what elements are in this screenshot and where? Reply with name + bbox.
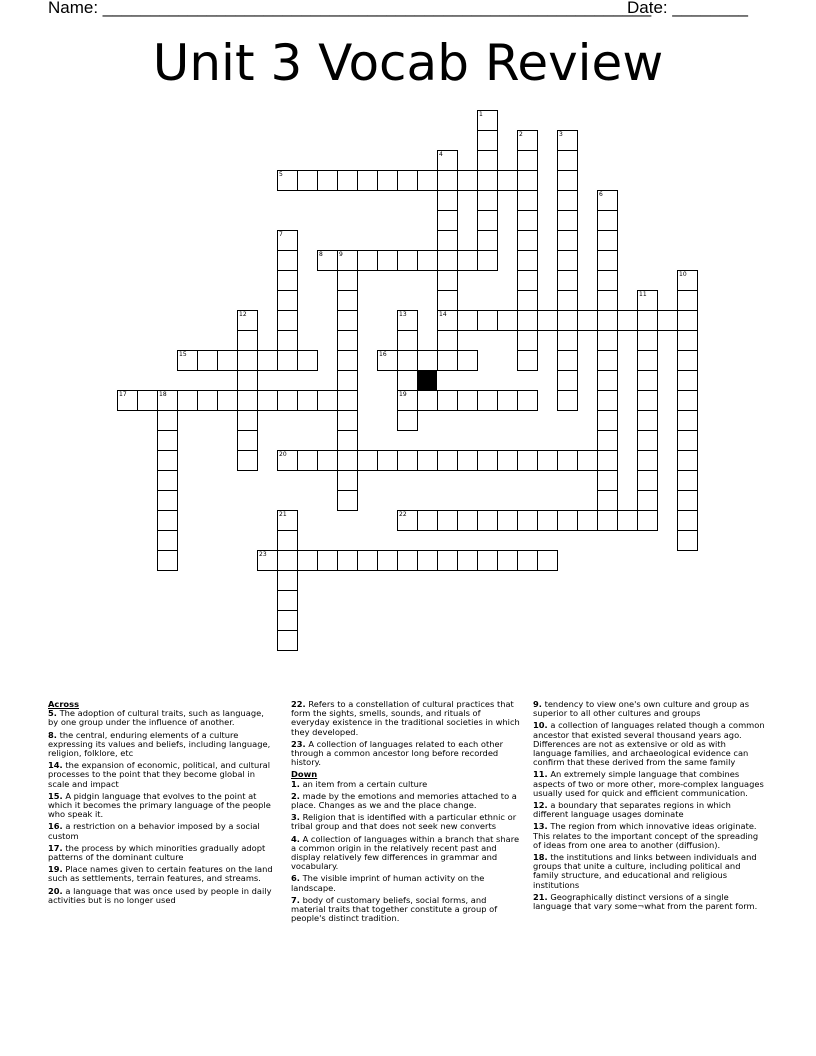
grid-cell[interactable] bbox=[597, 230, 618, 251]
grid-cell[interactable] bbox=[597, 370, 618, 391]
grid-cell[interactable] bbox=[597, 290, 618, 311]
grid-cell[interactable] bbox=[297, 350, 318, 371]
grid-cell[interactable] bbox=[557, 130, 578, 151]
clue-number: 18 bbox=[159, 391, 167, 398]
grid-cell[interactable] bbox=[297, 390, 318, 411]
grid-cell[interactable] bbox=[517, 130, 538, 151]
grid-cell[interactable] bbox=[217, 350, 238, 371]
grid-cell[interactable] bbox=[637, 490, 658, 511]
grid-cell[interactable] bbox=[477, 210, 498, 231]
grid-cell[interactable] bbox=[677, 350, 698, 371]
grid-cell[interactable] bbox=[377, 250, 398, 271]
grid-cell[interactable] bbox=[677, 530, 698, 551]
grid-cell[interactable] bbox=[477, 310, 498, 331]
grid-cell[interactable] bbox=[557, 390, 578, 411]
grid-cell[interactable] bbox=[397, 450, 418, 471]
grid-cell[interactable] bbox=[577, 310, 598, 331]
grid-cell[interactable] bbox=[557, 230, 578, 251]
grid-cell[interactable] bbox=[417, 390, 438, 411]
grid-cell[interactable] bbox=[477, 510, 498, 531]
clue-number: 1 bbox=[479, 111, 483, 118]
grid-cell[interactable] bbox=[517, 510, 538, 531]
grid-cell[interactable] bbox=[437, 350, 458, 371]
grid-cell[interactable] bbox=[437, 290, 458, 311]
clues-column-1 bbox=[48, 700, 276, 908]
grid-cell[interactable] bbox=[517, 450, 538, 471]
grid-cell[interactable] bbox=[557, 370, 578, 391]
clue-number: 20 bbox=[279, 451, 287, 458]
grid-cell[interactable] bbox=[357, 450, 378, 471]
grid-cell[interactable] bbox=[337, 170, 358, 191]
grid-cell[interactable] bbox=[597, 450, 618, 471]
grid-cell[interactable] bbox=[597, 490, 618, 511]
grid-cell[interactable] bbox=[237, 350, 258, 371]
grid-cell[interactable] bbox=[237, 430, 258, 451]
clue-number: 8 bbox=[319, 251, 323, 258]
clue-down-9: 9. tendency to view one's own culture and group as superior to all other cultures and groups bbox=[533, 699, 750, 719]
grid-cell[interactable] bbox=[517, 150, 538, 171]
grid-cell[interactable] bbox=[437, 330, 458, 351]
grid-cell[interactable] bbox=[537, 310, 558, 331]
grid-cell[interactable] bbox=[417, 350, 438, 371]
grid-cell[interactable] bbox=[437, 210, 458, 231]
grid-cell[interactable] bbox=[277, 570, 298, 591]
grid-cell[interactable] bbox=[237, 330, 258, 351]
grid-cell[interactable] bbox=[437, 390, 458, 411]
grid-cell[interactable] bbox=[377, 170, 398, 191]
grid-cell[interactable] bbox=[517, 190, 538, 211]
clue-down-2: 2. made by the emotions and memories attached to a place. Changes as we and the place change. bbox=[291, 790, 517, 811]
grid-cell[interactable] bbox=[657, 310, 678, 331]
grid-cell[interactable] bbox=[417, 510, 438, 531]
clue-across-14: 14. the expansion of economic, political, and cultural processes to the point that they become global in scale and impact bbox=[48, 760, 271, 789]
clue-number: 11 bbox=[639, 291, 647, 298]
grid-cell[interactable] bbox=[337, 310, 358, 331]
clue-down-1: 1. an item from a certain culture bbox=[291, 778, 428, 789]
grid-cell[interactable] bbox=[437, 450, 458, 471]
grid-cell[interactable] bbox=[437, 270, 458, 291]
grid-cell[interactable] bbox=[177, 350, 198, 371]
grid-cell[interactable] bbox=[157, 550, 178, 571]
grid-cell[interactable] bbox=[397, 390, 418, 411]
clue-number: 17 bbox=[119, 391, 127, 398]
grid-cell[interactable] bbox=[217, 390, 238, 411]
grid-cell[interactable] bbox=[557, 330, 578, 351]
grid-cell[interactable] bbox=[337, 290, 358, 311]
grid-cell[interactable] bbox=[337, 410, 358, 431]
grid-cell[interactable] bbox=[277, 230, 298, 251]
clue-number: 10 bbox=[679, 271, 687, 278]
grid-cell[interactable] bbox=[277, 290, 298, 311]
across-heading: Across bbox=[48, 699, 80, 709]
grid-cell[interactable] bbox=[597, 270, 618, 291]
grid-cell[interactable] bbox=[637, 430, 658, 451]
grid-cell[interactable] bbox=[397, 310, 418, 331]
grid-cell[interactable] bbox=[397, 410, 418, 431]
grid-cell[interactable] bbox=[677, 510, 698, 531]
grid-cell[interactable] bbox=[277, 270, 298, 291]
grid-cell[interactable] bbox=[477, 450, 498, 471]
grid-cell[interactable] bbox=[337, 550, 358, 571]
grid-cell[interactable] bbox=[437, 190, 458, 211]
grid-cell[interactable] bbox=[497, 390, 518, 411]
grid-cell[interactable] bbox=[377, 350, 398, 371]
grid-cell[interactable] bbox=[157, 390, 178, 411]
grid-cell[interactable] bbox=[277, 250, 298, 271]
grid-cell[interactable] bbox=[117, 390, 138, 411]
clue-across-17: 17. the process by which minorities gradually adopt patterns of the dominant culture bbox=[48, 842, 266, 863]
grid-cell[interactable] bbox=[277, 350, 298, 371]
grid-cell[interactable] bbox=[337, 330, 358, 351]
grid-cell[interactable] bbox=[637, 350, 658, 371]
grid-cell[interactable] bbox=[677, 410, 698, 431]
clue-down-6: 6. The visible imprint of human activity on the landscape. bbox=[291, 873, 485, 893]
clue-number: 21 bbox=[279, 511, 287, 518]
grid-cell[interactable] bbox=[237, 410, 258, 431]
grid-cell[interactable] bbox=[517, 330, 538, 351]
grid-cell[interactable] bbox=[297, 550, 318, 571]
clue-number: 16 bbox=[379, 351, 387, 358]
grid-cell[interactable] bbox=[337, 390, 358, 411]
grid-cell[interactable] bbox=[437, 510, 458, 531]
grid-cell[interactable] bbox=[617, 310, 638, 331]
clue-down-10: 10. a collection of languages related though a common ancestor that existed several thousand years ago. Differences are not as extensive or old as with language families, and archaeological evidence can confirm that these derived from the same family bbox=[533, 720, 765, 768]
clue-number: 19 bbox=[399, 391, 407, 398]
grid-cell[interactable] bbox=[477, 170, 498, 191]
grid-cell[interactable] bbox=[417, 550, 438, 571]
grid-cell[interactable] bbox=[297, 450, 318, 471]
grid-cell[interactable] bbox=[377, 550, 398, 571]
clue-down-21: 21. Geographically distinct versions of a single language that vary some¬what from the parent form. bbox=[533, 891, 758, 912]
grid-cell[interactable] bbox=[157, 490, 178, 511]
grid-cell[interactable] bbox=[677, 370, 698, 391]
name-line[interactable]: Name: __________________________________________________________ bbox=[48, 0, 652, 17]
grid-cell[interactable] bbox=[637, 510, 658, 531]
grid-cell[interactable] bbox=[517, 250, 538, 271]
grid-cell[interactable] bbox=[597, 350, 618, 371]
page-title: Unit 3 Vocab Review bbox=[152, 34, 664, 92]
grid-cell[interactable] bbox=[437, 170, 458, 191]
grid-cell[interactable] bbox=[457, 170, 478, 191]
clue-down-3: 3. Religion that is identified with a particular ethnic or tribal group and that does not seek new converts bbox=[291, 812, 517, 832]
grid-cell[interactable] bbox=[637, 330, 658, 351]
grid-cell[interactable] bbox=[517, 170, 538, 191]
grid-cell[interactable] bbox=[277, 530, 298, 551]
grid-cell[interactable] bbox=[397, 250, 418, 271]
grid-cell[interactable] bbox=[437, 150, 458, 171]
grid-cell[interactable] bbox=[597, 510, 618, 531]
grid-cell[interactable] bbox=[257, 550, 278, 571]
grid-cell[interactable] bbox=[157, 530, 178, 551]
grid-cell[interactable] bbox=[197, 350, 218, 371]
grid-cell[interactable] bbox=[557, 350, 578, 371]
grid-cell[interactable] bbox=[597, 330, 618, 351]
grid-cell[interactable] bbox=[357, 250, 378, 271]
grid-cell[interactable] bbox=[597, 410, 618, 431]
clue-number: 14 bbox=[439, 311, 447, 318]
grid-cell[interactable] bbox=[557, 450, 578, 471]
grid-cell[interactable] bbox=[477, 150, 498, 171]
grid-cell[interactable] bbox=[617, 510, 638, 531]
clues-column-3 bbox=[533, 700, 765, 914]
grid-cell[interactable] bbox=[337, 450, 358, 471]
grid-cell[interactable] bbox=[497, 170, 518, 191]
grid-cell[interactable] bbox=[337, 250, 358, 271]
grid-cell[interactable] bbox=[417, 250, 438, 271]
black-square bbox=[417, 370, 437, 390]
grid-cell[interactable] bbox=[157, 510, 178, 531]
clue-number: 9 bbox=[339, 251, 343, 258]
grid-cell[interactable] bbox=[637, 410, 658, 431]
grid-cell[interactable] bbox=[637, 310, 658, 331]
grid-cell[interactable] bbox=[437, 250, 458, 271]
grid-cell[interactable] bbox=[337, 270, 358, 291]
grid-cell[interactable] bbox=[457, 550, 478, 571]
grid-cell[interactable] bbox=[477, 130, 498, 151]
grid-cell[interactable] bbox=[637, 450, 658, 471]
clue-down-11: 11. An extremely simple language that combines aspects of two or more other, more-complex languages usually used for quick and efficient communication. bbox=[533, 769, 764, 798]
grid-cell[interactable] bbox=[317, 550, 338, 571]
grid-cell[interactable] bbox=[677, 470, 698, 491]
grid-cell[interactable] bbox=[537, 450, 558, 471]
clue-number: 6 bbox=[599, 191, 603, 198]
grid-cell[interactable] bbox=[377, 450, 398, 471]
grid-cell[interactable] bbox=[557, 310, 578, 331]
grid-cell[interactable] bbox=[397, 550, 418, 571]
grid-cell[interactable] bbox=[197, 390, 218, 411]
clue-number: 5 bbox=[279, 171, 283, 178]
grid-cell[interactable] bbox=[317, 170, 338, 191]
grid-cell[interactable] bbox=[517, 390, 538, 411]
grid-cell[interactable] bbox=[337, 370, 358, 391]
grid-cell[interactable] bbox=[157, 410, 178, 431]
grid-cell[interactable] bbox=[237, 450, 258, 471]
grid-cell[interactable] bbox=[277, 170, 298, 191]
grid-cell[interactable] bbox=[597, 250, 618, 271]
grid-cell[interactable] bbox=[677, 450, 698, 471]
grid-cell[interactable] bbox=[277, 390, 298, 411]
grid-cell[interactable] bbox=[457, 510, 478, 531]
grid-cell[interactable] bbox=[297, 170, 318, 191]
clue-down-7: 7. body of customary beliefs, social forms, and material traits that together constitute a group of people's distinct tradition. bbox=[291, 894, 498, 924]
clue-number: 12 bbox=[239, 311, 247, 318]
grid-cell[interactable] bbox=[677, 490, 698, 511]
grid-cell[interactable] bbox=[397, 510, 418, 531]
grid-cell[interactable] bbox=[157, 430, 178, 451]
grid-cell[interactable] bbox=[637, 370, 658, 391]
grid-cell[interactable] bbox=[557, 270, 578, 291]
grid-cell[interactable] bbox=[277, 450, 298, 471]
grid-cell[interactable] bbox=[557, 510, 578, 531]
clue-down-12: 12. a boundary that separates regions in which different language usages dominate bbox=[533, 800, 731, 820]
clue-number: 13 bbox=[399, 311, 407, 318]
grid-cell[interactable] bbox=[337, 350, 358, 371]
grid-cell[interactable] bbox=[577, 450, 598, 471]
grid-cell[interactable] bbox=[517, 230, 538, 251]
grid-cell[interactable] bbox=[417, 450, 438, 471]
grid-cell[interactable] bbox=[277, 330, 298, 351]
grid-cell[interactable] bbox=[317, 390, 338, 411]
date-line[interactable]: Date: ________ bbox=[627, 0, 748, 17]
grid-cell[interactable] bbox=[257, 350, 278, 371]
grid-cell[interactable] bbox=[237, 390, 258, 411]
grid-cell[interactable] bbox=[517, 290, 538, 311]
grid-cell[interactable] bbox=[317, 450, 338, 471]
grid-cell[interactable] bbox=[457, 450, 478, 471]
grid-cell[interactable] bbox=[497, 310, 518, 331]
down-heading: Down bbox=[291, 769, 318, 780]
grid-cell[interactable] bbox=[597, 210, 618, 231]
grid-cell[interactable] bbox=[637, 470, 658, 491]
grid-cell[interactable] bbox=[397, 370, 418, 391]
grid-cell[interactable] bbox=[597, 390, 618, 411]
grid-cell[interactable] bbox=[437, 310, 458, 331]
grid-cell[interactable] bbox=[397, 170, 418, 191]
grid-cell[interactable] bbox=[177, 390, 198, 411]
grid-cell[interactable] bbox=[257, 390, 278, 411]
clue-number: 3 bbox=[559, 131, 563, 138]
grid-cell[interactable] bbox=[557, 190, 578, 211]
grid-cell[interactable] bbox=[317, 250, 338, 271]
grid-cell[interactable] bbox=[457, 310, 478, 331]
clue-across-22: 22. Refers to a constellation of cultural practices that form the sights, smells, sounds, and rituals of everyday existence in the traditional societies in which they developed. bbox=[291, 699, 520, 737]
clue-across-8: 8. the central, enduring elements of a culture expressing its values and beliefs, including language, religion, folklore, etc bbox=[48, 729, 271, 759]
grid-cell[interactable] bbox=[597, 470, 618, 491]
grid-cell[interactable] bbox=[517, 210, 538, 231]
grid-cell[interactable] bbox=[557, 210, 578, 231]
grid-cell[interactable] bbox=[597, 190, 618, 211]
clue-number: 15 bbox=[179, 351, 187, 358]
grid-cell[interactable] bbox=[537, 550, 558, 571]
clue-number: 7 bbox=[279, 231, 283, 238]
grid-cell[interactable] bbox=[517, 550, 538, 571]
clue-across-15: 15. A pidgin language that evolves to the point at which it becomes the primary language of the people who speak it. bbox=[48, 790, 271, 820]
grid-cell[interactable] bbox=[477, 390, 498, 411]
grid-cell[interactable] bbox=[277, 630, 298, 651]
grid-cell[interactable] bbox=[677, 390, 698, 411]
grid-cell[interactable] bbox=[677, 330, 698, 351]
clue-number: 4 bbox=[439, 151, 443, 158]
grid-cell[interactable] bbox=[477, 190, 498, 211]
clue-across-20: 20. a language that was once used by people in daily activities but is no longer used bbox=[48, 885, 272, 905]
grid-cell[interactable] bbox=[477, 110, 498, 131]
clue-across-23: 23. A collection of languages related to each other through a common ancestor long before recorded history. bbox=[291, 738, 504, 768]
grid-cell[interactable] bbox=[637, 390, 658, 411]
grid-cell[interactable] bbox=[157, 450, 178, 471]
grid-cell[interactable] bbox=[557, 290, 578, 311]
grid-cell[interactable] bbox=[597, 310, 618, 331]
clue-across-5: 5. The adoption of cultural traits, such as language, by one group under the influence of another. bbox=[48, 708, 264, 728]
grid-cell[interactable] bbox=[677, 310, 698, 331]
grid-cell[interactable] bbox=[157, 470, 178, 491]
grid-cell[interactable] bbox=[457, 390, 478, 411]
grid-cell[interactable] bbox=[437, 550, 458, 571]
grid-cell[interactable] bbox=[337, 430, 358, 451]
clue-down-13: 13. The region from which innovative ideas originate. This relates to the important concept of the spreading of ideas from one area to another (diffusion). bbox=[533, 821, 759, 850]
grid-cell[interactable] bbox=[497, 510, 518, 531]
grid-cell[interactable] bbox=[537, 510, 558, 531]
grid-cell[interactable] bbox=[677, 290, 698, 311]
clue-number: 22 bbox=[399, 511, 407, 518]
clue-number: 23 bbox=[259, 551, 267, 558]
grid-cell[interactable] bbox=[677, 270, 698, 291]
grid-cell[interactable] bbox=[497, 450, 518, 471]
grid-cell[interactable] bbox=[677, 430, 698, 451]
grid-cell[interactable] bbox=[237, 370, 258, 391]
grid-cell[interactable] bbox=[477, 550, 498, 571]
grid-cell[interactable] bbox=[397, 350, 418, 371]
clue-down-4: 4. A collection of languages within a branch that share a common origin in the relatively recent past and display relatively few differences in grammar and vocabulary. bbox=[291, 833, 520, 872]
grid-cell[interactable] bbox=[457, 350, 478, 371]
grid-cell[interactable] bbox=[637, 290, 658, 311]
grid-cell[interactable] bbox=[417, 170, 438, 191]
grid-cell[interactable] bbox=[277, 310, 298, 331]
grid-cell[interactable] bbox=[357, 550, 378, 571]
grid-cell[interactable] bbox=[517, 310, 538, 331]
grid-cell[interactable] bbox=[557, 170, 578, 191]
grid-cell[interactable] bbox=[397, 330, 418, 351]
grid-cell[interactable] bbox=[557, 250, 578, 271]
grid-cell[interactable] bbox=[337, 470, 358, 491]
clue-number: 2 bbox=[519, 131, 523, 138]
grid-cell[interactable] bbox=[277, 510, 298, 531]
grid-cell[interactable] bbox=[517, 350, 538, 371]
clue-across-19: 19. Place names given to certain features on the land such as settlements, terrain features, and streams. bbox=[48, 864, 273, 884]
grid-cell[interactable] bbox=[277, 590, 298, 611]
grid-cell[interactable] bbox=[577, 510, 598, 531]
grid-cell[interactable] bbox=[477, 230, 498, 251]
grid-cell[interactable] bbox=[237, 310, 258, 331]
clue-down-18: 18. the institutions and links between individuals and groups that unite a culture, including political and family structure, and educational and religious institutions bbox=[533, 852, 757, 890]
clue-across-16: 16. a restriction on a behavior imposed by a social custom bbox=[48, 821, 260, 841]
grid-cell[interactable] bbox=[337, 490, 358, 511]
grid-cell[interactable] bbox=[557, 150, 578, 171]
clues-column-2 bbox=[291, 700, 521, 926]
grid-cell[interactable] bbox=[137, 390, 158, 411]
grid-cell[interactable] bbox=[497, 550, 518, 571]
grid-cell[interactable] bbox=[277, 550, 298, 571]
grid-cell[interactable] bbox=[477, 250, 498, 271]
grid-cell[interactable] bbox=[357, 170, 378, 191]
grid-cell[interactable] bbox=[277, 610, 298, 631]
grid-cell[interactable] bbox=[457, 250, 478, 271]
grid-cell[interactable] bbox=[597, 430, 618, 451]
grid-cell[interactable] bbox=[437, 230, 458, 251]
grid-cell[interactable] bbox=[517, 270, 538, 291]
